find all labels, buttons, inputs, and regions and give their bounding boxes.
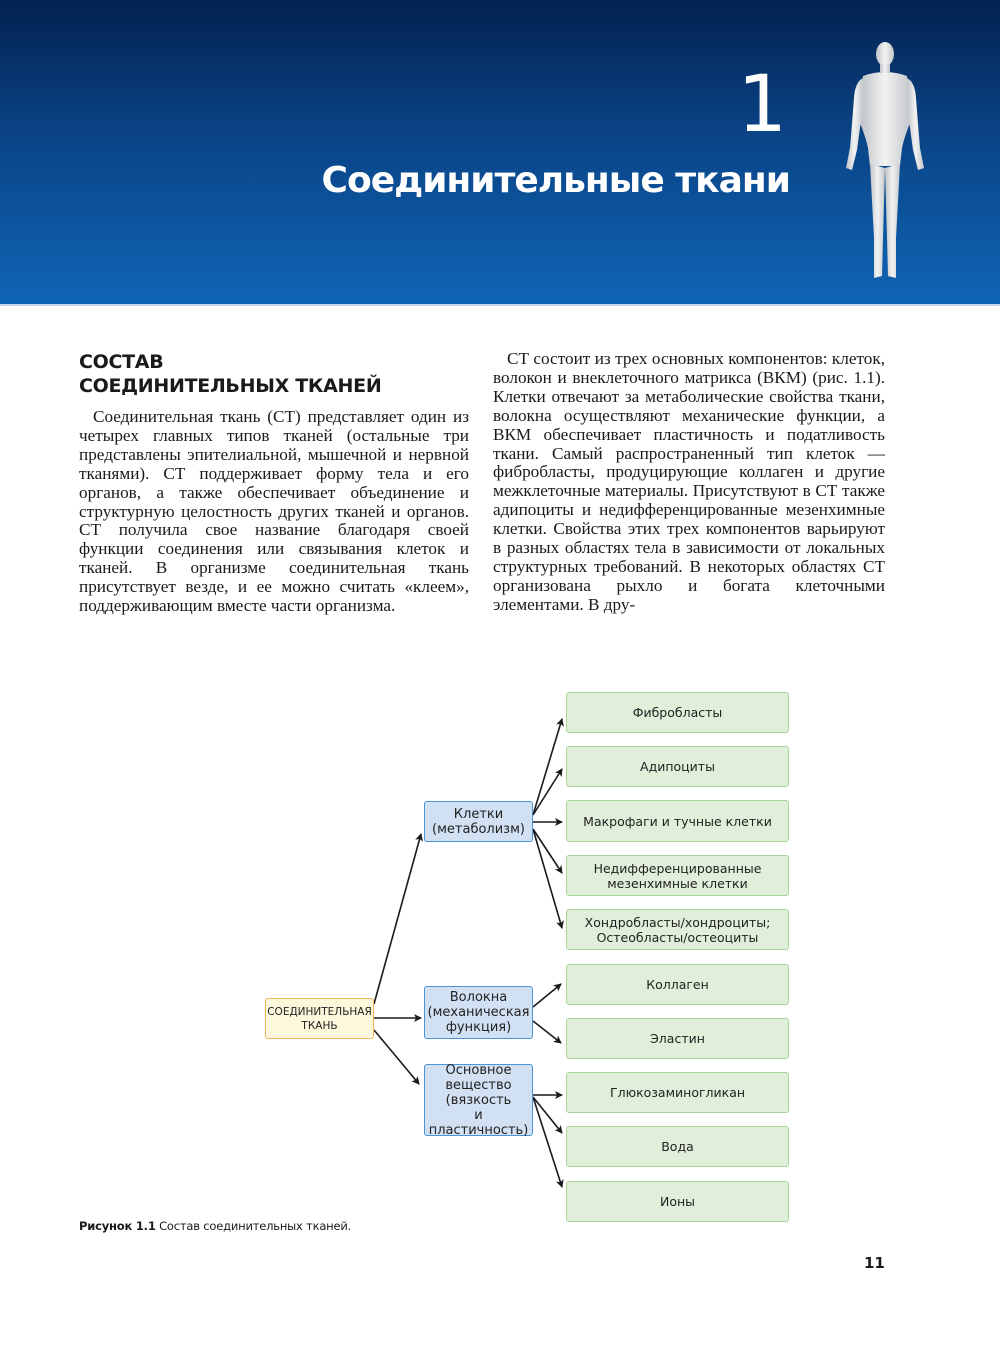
arrow-cells-to-mesenchymal [533, 829, 562, 873]
leaf-ions-label: Ионы [659, 1194, 696, 1209]
leaf-chondro-line1: Хондробласты/хондроциты; [584, 914, 771, 930]
leaf-glycosaminoglycan [566, 1072, 789, 1113]
arrow-cells-to-adipocytes [533, 769, 562, 815]
node-ground-substance [424, 1064, 533, 1136]
page-number: 11 [864, 1254, 885, 1272]
node-root-line1: СОЕДИНИТЕЛЬНАЯ [267, 1005, 372, 1018]
leaf-macrophages-label: Макрофаги и тучные клетки [583, 813, 772, 829]
leaf-ions [566, 1181, 789, 1222]
leaf-gag-label: Глюкозаминогликан [609, 1085, 746, 1100]
right-column [493, 350, 885, 615]
leaf-collagen-label: Коллаген [646, 977, 709, 992]
leaf-fibroblasts-label: Фибробласты [632, 705, 723, 720]
paragraph-left: Соединительная ткань (СТ) представляет один из четырех главных типов тканей (остальные три представлены эпителиальной, мышечной и нервной тканями). СТ поддерживает форму тела и его органов, а также обеспечивает объединение и структурную целостность других тканей и органов. СТ получила свое название благодаря своей функции соединения или связывания клеток и тканей. В организме соединительная ткань присутствует везде, и ее можно считать «клеем», поддерживающим вместе части организма. [79, 407, 469, 616]
caption-label: Рисунок 1.1 [79, 1219, 156, 1233]
leaf-macrophages [566, 800, 789, 842]
node-ground-line1: Основное [445, 1062, 512, 1078]
leaf-mesenchymal-line2: мезенхимные клетки [607, 875, 748, 891]
node-root-line2: ТКАНЬ [301, 1019, 338, 1032]
arrow-cells-to-fibroblasts [533, 719, 562, 815]
node-connective-tissue [265, 998, 374, 1039]
arrow-ground-to-water [533, 1097, 562, 1133]
section-heading-line1: СОСТАВ [79, 351, 164, 373]
node-ground-line4: и пластичность) [428, 1107, 529, 1138]
leaf-collagen [566, 964, 789, 1005]
section-heading-line2: СОЕДИНИТЕЛЬНЫХ ТКАНЕЙ [79, 375, 382, 397]
section-heading [79, 350, 469, 398]
node-fibers [424, 986, 533, 1039]
leaf-water [566, 1126, 789, 1167]
figure-caption [79, 1219, 351, 1233]
leaf-chondro-line2: Остеобласты/остеоциты [596, 929, 759, 945]
node-fibers-line2: (механическая [427, 1005, 530, 1020]
node-ground-line2: вещество [445, 1077, 512, 1093]
arrow-fibers-to-elastin [533, 1021, 561, 1043]
chapter-title: Соединительные ткани [321, 160, 790, 201]
leaf-mesenchymal [566, 855, 789, 896]
leaf-adipocytes [566, 746, 789, 787]
node-fibers-line3: функция) [445, 1020, 512, 1035]
human-figure-icon [830, 38, 940, 288]
left-column [79, 350, 469, 616]
leaf-elastin [566, 1018, 789, 1059]
chapter-number: 1 [737, 60, 785, 150]
arrow-fibers-to-collagen [533, 984, 561, 1007]
leaf-water-label: Вода [661, 1139, 694, 1154]
leaf-adipocytes-label: Адипоциты [640, 759, 715, 774]
leaf-fibroblasts [566, 692, 789, 733]
arrow-root-to-cells [374, 834, 421, 1004]
node-cells-line2: (метаболизм) [432, 821, 525, 837]
banner-divider [0, 304, 1000, 306]
arrow-ground-to-ions [533, 1097, 562, 1187]
caption-text: Состав соединительных тканей. [155, 1219, 352, 1233]
node-ground-line3: (вязкость [445, 1092, 512, 1108]
arrow-root-to-ground [374, 1030, 419, 1084]
node-fibers-line1: Волокна [449, 990, 508, 1005]
node-cells [424, 801, 533, 842]
leaf-chondro-osteo [566, 909, 789, 950]
node-cells-line1: Клетки [453, 806, 504, 822]
paragraph-right: СТ состоит из трех основных компонентов: клеток, волокон и внеклеточного матрикса (ВКМ) (рис. 1.1). Клетки отвечают за метаболические свойства ткани, волокна осуществляют механические функции, а ВКМ обеспечивает пластичность и податливость ткани. Самый распространенный тип клеток — фибробласты, продуцирующие коллаген и другие межклеточные материалы. Присутствуют в СТ также адипоциты и недифференцированные мезенхимные клетки. Свойства этих трех компонентов варьируют в разных областях тела в зависимости от локальных структурных требований. В некоторых областях СТ организована рыхло и богата клеточными элементами. В дру- [493, 349, 885, 614]
leaf-elastin-label: Эластин [650, 1031, 705, 1046]
arrow-cells-to-chondro [533, 829, 562, 928]
leaf-mesenchymal-line1: Недифференцированные [593, 860, 762, 876]
